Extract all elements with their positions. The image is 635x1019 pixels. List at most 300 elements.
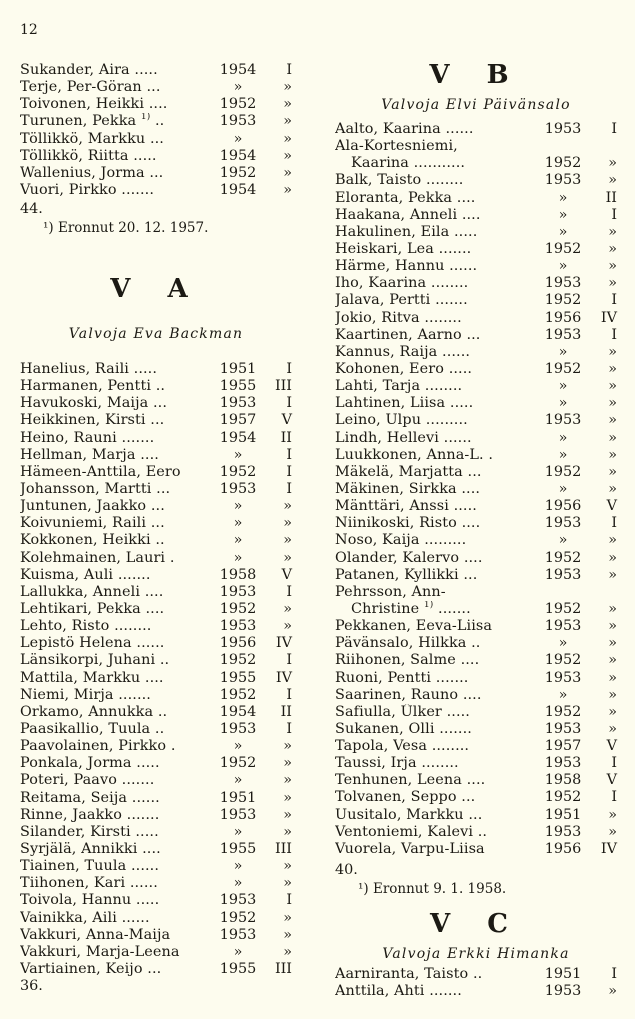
entry-year: »: [233, 446, 243, 463]
entry-year: 1955: [219, 378, 257, 395]
student-name: Hämeen-Anttila, Eero: [20, 463, 181, 480]
list-item: [335, 584, 617, 601]
entry-year: 1952: [544, 360, 582, 377]
entry-year: »: [558, 223, 568, 240]
grade-level: »: [283, 600, 292, 617]
student-name: Pehrsson, Ann-: [335, 583, 446, 600]
student-name: Haakana, Anneli ....: [335, 206, 481, 223]
grade-level: »: [608, 806, 617, 823]
grade-level: III: [274, 378, 292, 395]
leader-dots: ........: [421, 172, 464, 189]
leader-dots: .......: [434, 720, 472, 737]
student-name: Hakulinen, Eila .....: [335, 223, 478, 240]
list-item: [335, 327, 617, 344]
student-name: Mänttäri, Anssi .....: [335, 498, 477, 515]
student-name: Tiihonen, Kari ......: [20, 875, 158, 892]
leader-dots: ...: [463, 806, 483, 823]
grade-level: V: [281, 566, 292, 583]
student-name: Jokio, Ritva ........: [335, 309, 462, 326]
grade-level: »: [608, 412, 617, 429]
grade-level: I: [286, 446, 292, 463]
entry-year: 1954: [219, 703, 257, 720]
entry-year: 1957: [544, 738, 582, 755]
list-item: [20, 567, 292, 584]
list-item: [335, 190, 617, 207]
student-name: Tolvanen, Seppo ...: [335, 789, 476, 806]
entry-year: 1952: [544, 549, 582, 566]
leader-dots: ...: [456, 789, 476, 806]
student-name: Kohonen, Eero .....: [335, 360, 473, 377]
entry-year: 1953: [544, 618, 582, 635]
entry-year: »: [233, 79, 243, 96]
student-name: Christine $^{1)}$ .......: [351, 600, 471, 617]
leader-dots: ...: [142, 960, 162, 977]
leader-dots: ..: [151, 378, 166, 395]
list-item: [20, 550, 292, 567]
grade-level: I: [611, 206, 617, 223]
list-item: [335, 601, 617, 618]
student-name: Paasikallio, Tuula ..: [20, 720, 165, 737]
entry-year: »: [233, 875, 243, 892]
list-item: [20, 378, 292, 395]
entry-year: 1952: [219, 909, 257, 926]
entry-year: »: [558, 258, 568, 275]
student-name: Balk, Taisto ........: [335, 172, 464, 189]
list-item: [335, 292, 617, 309]
list-item: [335, 481, 617, 498]
grade-level: I: [286, 720, 292, 737]
list-item: [335, 155, 617, 172]
grade-level: »: [283, 858, 292, 875]
grade-level: I: [286, 583, 292, 600]
grade-level: »: [608, 669, 617, 686]
grade-level: »: [283, 755, 292, 772]
grade-level: »: [283, 181, 292, 198]
entry-year: 1952: [544, 463, 582, 480]
leader-dots: .......: [433, 240, 472, 257]
entry-year: »: [233, 738, 243, 755]
leader-dots: ...: [462, 463, 482, 480]
entry-year: »: [558, 206, 568, 223]
leader-dots: ..: [466, 635, 481, 652]
class-count-vb: 40.: [335, 862, 358, 878]
student-name: Ventoniemi, Kalevi ..: [335, 823, 488, 840]
student-name: Länsikorpi, Juhani ..: [20, 652, 170, 669]
student-name: Kokkonen, Heikki ..: [20, 532, 165, 549]
list-item: [335, 498, 617, 515]
leader-dots: ......: [437, 343, 471, 360]
grade-level: I: [286, 463, 292, 480]
student-name: Ponkala, Jorma .....: [20, 755, 160, 772]
leader-dots: ........: [419, 309, 462, 326]
list-item: [20, 165, 292, 182]
entry-year: 1954: [219, 181, 257, 198]
student-name: Pävänsalo, Hilkka ..: [335, 635, 481, 652]
grade-level: »: [608, 275, 617, 292]
grade-level: »: [283, 515, 292, 532]
leader-dots: .: [483, 446, 494, 463]
entry-year: »: [558, 635, 568, 652]
entry-year: 1952: [544, 652, 582, 669]
leader-dots: .....: [449, 223, 478, 240]
grade-level: »: [608, 155, 617, 172]
student-name: Toivola, Hannu .....: [20, 892, 160, 909]
grade-level: »: [283, 789, 292, 806]
student-name: Vartiainen, Keijo ...: [20, 960, 162, 977]
student-name: Pekkanen, Eeva-Liisa: [335, 618, 493, 635]
entry-year: 1951: [219, 361, 257, 377]
entry-year: 1953: [544, 326, 582, 343]
list-item: [335, 738, 617, 755]
leader-dots: ...: [146, 498, 165, 515]
grade-level: »: [608, 635, 617, 652]
entry-year: »: [233, 130, 243, 147]
grade-level: »: [608, 600, 617, 617]
grade-level: »: [608, 549, 617, 566]
list-item: [335, 361, 617, 378]
grade-level: I: [611, 789, 617, 806]
list-item: [20, 961, 292, 978]
page-number: 12: [20, 22, 38, 38]
entry-year: »: [558, 480, 568, 497]
student-name: Hellman, Marja ....: [20, 446, 159, 463]
list-item: [20, 635, 292, 652]
leader-dots: ..: [468, 966, 483, 982]
student-name: Toivonen, Heikki ....: [20, 96, 168, 113]
grade-level: I: [611, 966, 617, 982]
class-count: 44.: [20, 201, 43, 217]
leader-dots: ...: [148, 395, 168, 412]
list-item: [335, 430, 617, 447]
list-item: [20, 652, 292, 669]
entry-year: »: [558, 532, 568, 549]
grade-level: »: [608, 343, 617, 360]
entry-year: 1956: [219, 635, 257, 652]
student-name: Turunen, Pekka $^{1)}$ ..: [20, 113, 165, 130]
student-name: Aalto, Kaarina ......: [335, 121, 474, 137]
leader-dots: .....: [128, 147, 157, 164]
section-title-vc: V C: [430, 909, 522, 939]
student-name: Sukanen, Olli .......: [335, 720, 472, 737]
footnote-mark: 1): [423, 600, 434, 611]
list-item: [20, 670, 292, 687]
entry-year: 1953: [544, 515, 582, 532]
entry-year: 1953: [544, 755, 582, 772]
entry-year: 1956: [544, 309, 582, 326]
list-item: [335, 464, 617, 481]
grade-level: »: [608, 429, 617, 446]
entry-year: »: [233, 549, 243, 566]
entry-year: »: [233, 498, 243, 515]
leader-dots: ...: [458, 566, 478, 583]
student-name: Töllikkö, Markku ...: [20, 130, 164, 147]
student-name: Kaartinen, Aarno ...: [335, 326, 481, 343]
list-item: [20, 498, 292, 515]
student-name: Lahti, Tarja ........: [335, 378, 463, 395]
entry-year: »: [558, 343, 568, 360]
list-item: [20, 772, 292, 789]
grade-level: V: [606, 772, 617, 789]
grade-level: »: [608, 983, 617, 1000]
leader-dots: ...: [144, 164, 164, 181]
list-item: [335, 687, 617, 704]
grade-level: II: [605, 189, 617, 206]
grade-level: »: [283, 772, 292, 789]
grade-level: »: [283, 943, 292, 960]
grade-level: »: [608, 463, 617, 480]
entry-year: »: [558, 446, 568, 463]
student-name: Mäkelä, Marjatta ...: [335, 463, 482, 480]
student-name: Vuori, Pirkko .......: [20, 181, 155, 198]
entry-year: 1952: [219, 652, 257, 669]
leader-dots: .....: [444, 360, 473, 377]
grade-level: »: [283, 618, 292, 635]
leader-dots: ....: [135, 446, 159, 463]
student-name: Harmanen, Pentti ..: [20, 378, 166, 395]
entry-year: »: [233, 858, 243, 875]
student-name: Leino, Ulpu .........: [335, 412, 468, 429]
leader-dots: ....: [458, 686, 482, 703]
student-name: Töllikkö, Riitta .....: [20, 147, 157, 164]
entry-year: »: [558, 378, 568, 395]
grade-level: »: [283, 113, 292, 130]
leader-dots: ...: [141, 79, 161, 96]
entry-year: 1957: [219, 412, 257, 429]
list-item: [20, 532, 292, 549]
grade-level: »: [608, 360, 617, 377]
student-list-vb: [335, 121, 617, 858]
student-name: Poteri, Paavo .......: [20, 772, 155, 789]
supervisor-vb: Valvoja Elvi Päivänsalo: [381, 97, 571, 113]
leader-dots: ....: [452, 189, 476, 206]
list-item: [335, 550, 617, 567]
student-name: Aarniranta, Taisto ..: [335, 966, 483, 982]
leader-dots: ......: [438, 429, 472, 446]
entry-year: 1952: [544, 703, 582, 720]
list-item: [335, 412, 617, 429]
entry-year: »: [233, 943, 243, 960]
footnote-mark: 1): [140, 113, 151, 123]
leader-dots: .......: [116, 181, 155, 198]
section-title-vb: V B: [429, 60, 523, 90]
entry-year: 1953: [219, 806, 257, 823]
grade-level: »: [283, 130, 292, 147]
leader-dots: ..: [150, 113, 165, 130]
grade-level: I: [286, 395, 292, 412]
leader-dots: ........: [426, 275, 469, 292]
grade-level: »: [608, 532, 617, 549]
leader-dots: ...: [146, 515, 165, 532]
list-item: [335, 138, 617, 155]
list-item: [20, 515, 292, 532]
leader-dots: .....: [129, 62, 158, 78]
grade-level: I: [611, 755, 617, 772]
leader-dots: ....: [140, 669, 164, 686]
entry-year: 1954: [219, 62, 257, 78]
student-name: Iho, Kaarina ........: [335, 275, 469, 292]
student-name: Koivuniemi, Raili ...: [20, 515, 165, 532]
list-item: [335, 515, 617, 532]
grade-level: »: [283, 79, 292, 96]
leader-dots: .......: [430, 292, 468, 309]
student-list-vc: [335, 966, 617, 1000]
student-name: Niinikoski, Risto ....: [335, 515, 481, 532]
grade-level: V: [281, 412, 292, 429]
entry-year: 1953: [544, 823, 582, 840]
leader-dots: .....: [448, 498, 477, 515]
leader-dots: ....: [457, 206, 481, 223]
student-name: Hanelius, Raili .....: [20, 361, 158, 377]
list-item: [335, 966, 617, 983]
list-item: [335, 207, 617, 224]
grade-level: I: [286, 652, 292, 669]
grade-level: »: [608, 378, 617, 395]
leader-dots: ........: [427, 738, 470, 755]
grade-level: »: [283, 806, 292, 823]
entry-year: »: [558, 189, 568, 206]
student-name: Mattila, Markku ....: [20, 669, 164, 686]
grade-level: IV: [600, 840, 617, 857]
entry-year: 1951: [219, 789, 257, 806]
grade-level: V: [606, 498, 617, 515]
list-item: [335, 755, 617, 772]
student-name: Tenhunen, Leena ....: [335, 772, 486, 789]
entry-year: 1953: [544, 983, 582, 1000]
student-name: Eloranta, Pekka ....: [335, 189, 476, 206]
list-item: [335, 275, 617, 292]
list-item: [20, 79, 292, 96]
list-item: [335, 824, 617, 841]
leader-dots: ....: [461, 772, 486, 789]
student-name: Ruoni, Pentti .......: [335, 669, 469, 686]
student-name: Paavolainen, Pirkko .: [20, 738, 176, 755]
leader-dots: .......: [113, 686, 151, 703]
grade-level: I: [286, 480, 292, 497]
entry-year: 1952: [544, 155, 582, 172]
entry-year: 1954: [219, 429, 257, 446]
leader-dots: .....: [131, 755, 160, 772]
entry-year: 1956: [544, 840, 582, 857]
leader-dots: .......: [116, 772, 155, 789]
student-name: Syrjälä, Annikki ....: [20, 840, 161, 857]
leader-dots: ........: [416, 755, 459, 772]
leader-dots: .....: [441, 703, 470, 720]
entry-year: 1952: [219, 600, 257, 617]
list-item: [20, 395, 292, 412]
leader-dots: .........: [421, 412, 468, 429]
leader-dots: ...: [151, 480, 171, 497]
student-name: Silander, Kirsti .....: [20, 823, 159, 840]
list-item: [20, 447, 292, 464]
list-item: [335, 532, 617, 549]
leader-dots: ......: [116, 909, 150, 926]
entry-year: 1953: [219, 720, 257, 737]
leader-dots: ........: [420, 378, 463, 395]
student-name: Noso, Kaija .........: [335, 532, 467, 549]
student-name: Lehtikari, Pekka ....: [20, 600, 165, 617]
list-item: [335, 344, 617, 361]
list-item: [335, 310, 617, 327]
entry-year: 1953: [544, 720, 582, 737]
list-item: [20, 704, 292, 721]
grade-level: I: [611, 292, 617, 309]
student-name: Taussi, Irja ........: [335, 755, 459, 772]
leader-dots: .......: [424, 983, 462, 1000]
list-item: [20, 927, 292, 944]
list-item: [335, 172, 617, 189]
list-item: [335, 983, 617, 1000]
leader-dots: ....: [144, 96, 168, 113]
list-item: [20, 721, 292, 738]
student-name: Lehto, Risto ........: [20, 618, 152, 635]
footnote: ¹) Eronnut 20. 12. 1957.: [43, 220, 209, 236]
entry-year: »: [558, 686, 568, 703]
student-name: Wallenius, Jorma ...: [20, 164, 164, 181]
grade-level: III: [274, 840, 292, 857]
grade-level: »: [608, 823, 617, 840]
list-item: [335, 241, 617, 258]
list-item: [335, 789, 617, 806]
student-name: Lahtinen, Liisa .....: [335, 395, 474, 412]
list-item: [20, 858, 292, 875]
entry-year: »: [558, 429, 568, 446]
student-name: Tapola, Vesa ........: [335, 738, 470, 755]
leader-dots: ..: [150, 720, 165, 737]
student-name: Safiulla, Ülker .....: [335, 703, 470, 720]
grade-level: »: [283, 823, 292, 840]
list-item: [20, 892, 292, 909]
entry-year: 1953: [544, 172, 582, 189]
entry-year: 1953: [219, 480, 257, 497]
entry-year: 1952: [544, 292, 582, 309]
list-item: [335, 807, 617, 824]
grade-level: »: [283, 96, 292, 113]
student-name: Vuorela, Varpu-Liisa: [335, 840, 485, 857]
list-item: [335, 378, 617, 395]
leader-dots: ....: [455, 652, 480, 669]
leader-dots: ...: [461, 326, 481, 343]
leader-dots: ...: [145, 412, 165, 429]
entry-year: 1953: [219, 113, 257, 130]
student-name: Olander, Kalervo ....: [335, 549, 483, 566]
grade-level: »: [283, 164, 292, 181]
grade-level: I: [286, 892, 292, 909]
student-name: Vainikka, Aili ......: [20, 909, 150, 926]
student-name: Kolehmainen, Lauri .: [20, 549, 175, 566]
list-item: [335, 841, 617, 858]
list-item: [335, 121, 617, 138]
grade-level: II: [280, 703, 292, 720]
student-name: Niemi, Mirja .......: [20, 686, 151, 703]
grade-level: »: [608, 240, 617, 257]
student-name: Heiskari, Lea .......: [335, 240, 472, 257]
entry-year: 1953: [219, 892, 257, 909]
leader-dots: .......: [121, 806, 160, 823]
leader-dots: ........: [109, 618, 152, 635]
list-item: [20, 584, 292, 601]
entry-year: 1951: [544, 966, 582, 982]
entry-year: 1956: [544, 498, 582, 515]
student-name: Reitama, Seija ......: [20, 789, 160, 806]
student-name: Mäkinen, Sirkka ....: [335, 480, 481, 497]
entry-year: 1952: [219, 164, 257, 181]
entry-year: 1953: [544, 412, 582, 429]
footnote-vb: ¹) Eronnut 9. 1. 1958.: [358, 881, 507, 897]
grade-level: »: [608, 652, 617, 669]
list-item: [335, 652, 617, 669]
grade-level: I: [286, 62, 292, 78]
student-name: Heino, Rauni .......: [20, 429, 155, 446]
